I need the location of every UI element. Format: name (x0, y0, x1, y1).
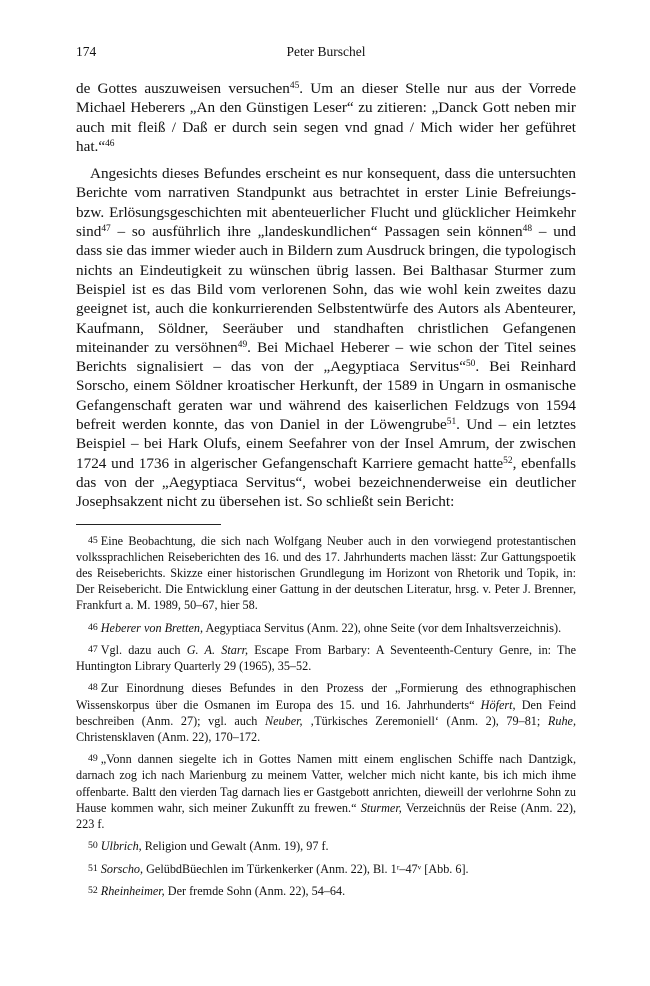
footnote-ref-48[interactable]: 48 (522, 223, 533, 234)
footnote-number: 47 (88, 643, 98, 655)
text-span: . Bei Reinhard Sorscho, einem Söldner kroatischer Herkunft, der 1589 in Ungarn in osmanische Gefangenschaft geraten war und während des kaiserlichen Feldzugs von 1594 befreit werden konnte, das von Daniel in der Löwengrube (76, 358, 577, 434)
text-span: – und dass sie das immer wieder auch in Bildern zum Ausdruck bringen, die typologisch nichts an Eindeutigkeit zu wünschen übrig lassen. Bei Balthasar Sturmer zum Beispiel ist es das Bild vom verlorenen Sohn, das wie wohl kein zweites dazu geeignet ist, auch die konkurrierenden Selbstentwürfe des Autors als Abenteurer, Kaufmann, Söldner, Seeräuber und standhaften christlichen Gefangenen miteinander zu versöhnen (76, 223, 577, 356)
footnote-text: Escape From Barbary: A Seventeenth-Century Genre, in: The Huntington Library Quarterly 29 (1965), 35–52. (76, 642, 577, 674)
footnote-author: Höfert, (480, 697, 516, 712)
footnote-ref-51[interactable]: 51 (446, 416, 457, 427)
footnote-51 (76, 861, 576, 877)
footnote-number: 52 (88, 884, 98, 896)
footnote-ref-47[interactable]: 47 (101, 223, 111, 234)
footnote-text: Der fremde Sohn (Anm. 22), 54–64. (164, 883, 346, 898)
footnote-text: GelübdBüechlen im Türkenkerker (Anm. 22), Bl. 1ʳ–47ᵛ [Abb. 6]. (143, 861, 469, 876)
footnote-47 (76, 642, 576, 674)
text-span: . Bei Michael Heberer – wie schon der Titel seines Berichts signalisiert – das von der „Aegyptiaca Servitus“ (76, 338, 576, 376)
footnote-50 (76, 838, 576, 854)
footnote-45 (76, 533, 576, 614)
footnote-text: Christensklaven (Anm. 22), 170–172. (76, 730, 261, 745)
footnote-text: Den Feind beschreiben (Anm. 27); vgl. auch (76, 697, 576, 728)
text-span: – so ausführlich ihre „landeskundlichen“ Passagen sein können (110, 223, 523, 241)
footnote-number: 49 (88, 753, 98, 765)
paragraph-2 (76, 164, 576, 511)
footnote-ref-52[interactable]: 52 (503, 455, 513, 466)
footnote-49 (76, 751, 576, 832)
footnote-author: Ruhe, (547, 713, 576, 728)
footnote-52 (76, 883, 576, 899)
footnote-text: „Vonn dannen siegelte ich in Gottes Namen mitt einem englischen Schiffe nach Dantzigk, darnach zog ich nach Marienburg zu meinem Vatter, welcher mich nicht kante, bis ich mich ihme offenbarte. Baltt den vierden Tag darnach lies er Gastgebott anrichten, dieweill der verlohrne Sohn zu Hause kommen wahr, sich meiner Zukunfft zu frewen.“ (76, 752, 576, 815)
footnote-number: 48 (88, 682, 98, 694)
running-title: Peter Burschel (286, 44, 366, 59)
footnote-author: Rheinheimer, (100, 883, 165, 898)
footnotes (76, 533, 576, 900)
footnote-number: 51 (88, 862, 98, 874)
footnote-text: ‚Türkisches Zeremoniell‘ (Anm. 2), 79–81; (302, 713, 548, 728)
footnote-number: 45 (88, 534, 98, 546)
main-text (76, 79, 576, 512)
footnote-text: Vgl. dazu auch (100, 642, 187, 657)
paragraph-1 (76, 79, 576, 156)
running-header (76, 44, 576, 66)
footnote-author: Heberer von Bretten, (100, 620, 204, 635)
footnote-48 (76, 680, 576, 745)
footnote-text: Zur Einordnung dieses Befundes in den Prozess der „Formierung des ethnographischen Wissenskorpus über die Osmanen im Europa des 15. und 16. Jahrhunderts“ (76, 681, 576, 712)
text-span: , ebenfalls das von der „Aegyptiaca Servitus“, wobei bezeichnenderweise ein deutlicher Josephsakzent nicht zu übersehen ist. So schließt sein Bericht: (76, 454, 576, 511)
footnote-text: Aegyptiaca Servitus (Anm. 22), ohne Seite (vor dem Inhaltsverzeichnis). (203, 620, 562, 635)
text-span: . Und – ein letztes Beispiel – bei Hark Olufs, einem Seefahrer von der Insel Amrum, der zwischen 1724 und 1736 in algerischer Gefangenschaft Karriere gemacht hatte (76, 416, 576, 472)
text-span: de Gottes auszuweisen versuchen (76, 80, 290, 97)
footnote-ref-45[interactable]: 45 (289, 80, 300, 91)
footnote-author: G. A. Starr, (186, 642, 249, 657)
footnote-ref-50[interactable]: 50 (465, 358, 476, 369)
book-page (76, 44, 576, 905)
footnote-number: 46 (88, 621, 98, 633)
footnote-divider (76, 524, 221, 525)
page-number: 174 (76, 44, 97, 59)
text-span: . Um an dieser Stelle nur aus der Vorrede Michael Heberers „An den Günstigen Leser“ zu zitieren: „Danck Gott neben mir auch mit fleiß / Daß er durch sein segen vnd gnad / Mich wider her geführet hat.“ (76, 80, 576, 155)
footnote-author: Neuber, (264, 713, 303, 728)
footnote-ref-46[interactable]: 46 (105, 138, 115, 149)
footnote-author: Sorscho, (100, 861, 144, 876)
footnote-text: Verzeichnüs der Reise (Anm. 22), 223 f. (76, 800, 577, 832)
footnote-text: Eine Beobachtung, die sich nach Wolfgang Neuber auch in den vorwiegend protestantischen volkssprachlichen Reiseberichten des 16. und des 17. Jahrhunderts machen lässt: Zur Gattungspoetik des Reiseberichts. Skizze einer historischen Grundlegung im Horizont von Rhetorik und Topik, in: Der Reisebericht. Die Entwicklung einer Gattung in der deutschen Literatur, hrsg. v. Peter J. Brenner, Frankfurt a. M. 1989, 50–67, hier 58. (76, 533, 576, 613)
footnote-46 (76, 620, 576, 636)
footnote-author: Ulbrich, (100, 839, 142, 854)
footnote-number: 50 (88, 840, 98, 852)
footnote-ref-49[interactable]: 49 (237, 339, 248, 350)
text-span: Angesichts dieses Befundes erscheint es nur konsequent, dass die untersuchten Berichte vom narrativen Standpunkt aus betrachtet in erster Linie Befreiungs- bzw. Erlösungsgeschichten mit abenteuerlicher Flucht und glücklicher Heimkehr sind (76, 165, 576, 241)
footnote-text: Religion und Gewalt (Anm. 19), 97 f. (141, 839, 329, 854)
footnote-author: Sturmer, (360, 800, 402, 815)
